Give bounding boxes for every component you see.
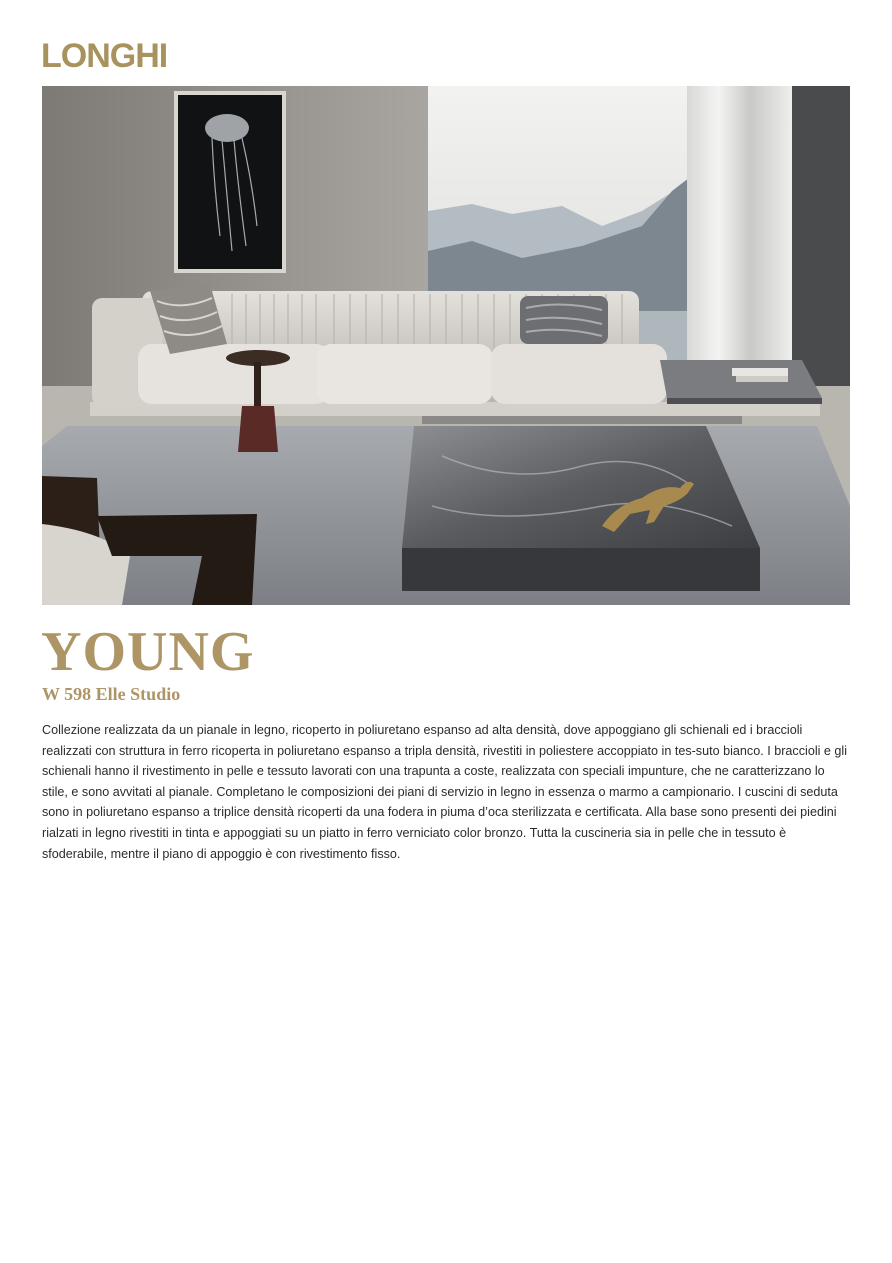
product-code-designer: W 598 Elle Studio [42,684,181,704]
longhi-logo: LONGHI [41,37,168,75]
product-description: Collezione realizzata da un pianale in legno, ricoperto in poliuretano espanso ad alta densità, dove appoggiano gli schienali ed i braccioli realizzati con struttura in ferro ricoperta in poliuretano espanso a tripla densità, rivestiti in poliestere accoppiato in tes-suto bianco. I braccioli e gli schienali hanno il rivestimento in pelle e tessuto lavorati con una trapunta a coste, realizzata con speciali impunture, che ne caratterizzano lo stile, e sono avvitati al pianale. Completano le composizioni dei piani di servizio in legno in essenza o marmo a campionario. I cuscini di seduta sono in poliuretano espanso a triplice densità ricoperti da una fodera in piuma d’oca sterilizzata e certificata. Alla base sono presenti dei piedini rialzati in legno rivestiti in tinta e appoggiati su un piatto in ferro verniciato color bronzo. Tutta la cuscineria sia in pelle che in tessuto è sfoderabile, mentre il piano di appoggio è con rivestimento fisso. [42,723,848,861]
product-title: YOUNG [41,621,255,683]
hero-photo-living-room [42,86,850,605]
